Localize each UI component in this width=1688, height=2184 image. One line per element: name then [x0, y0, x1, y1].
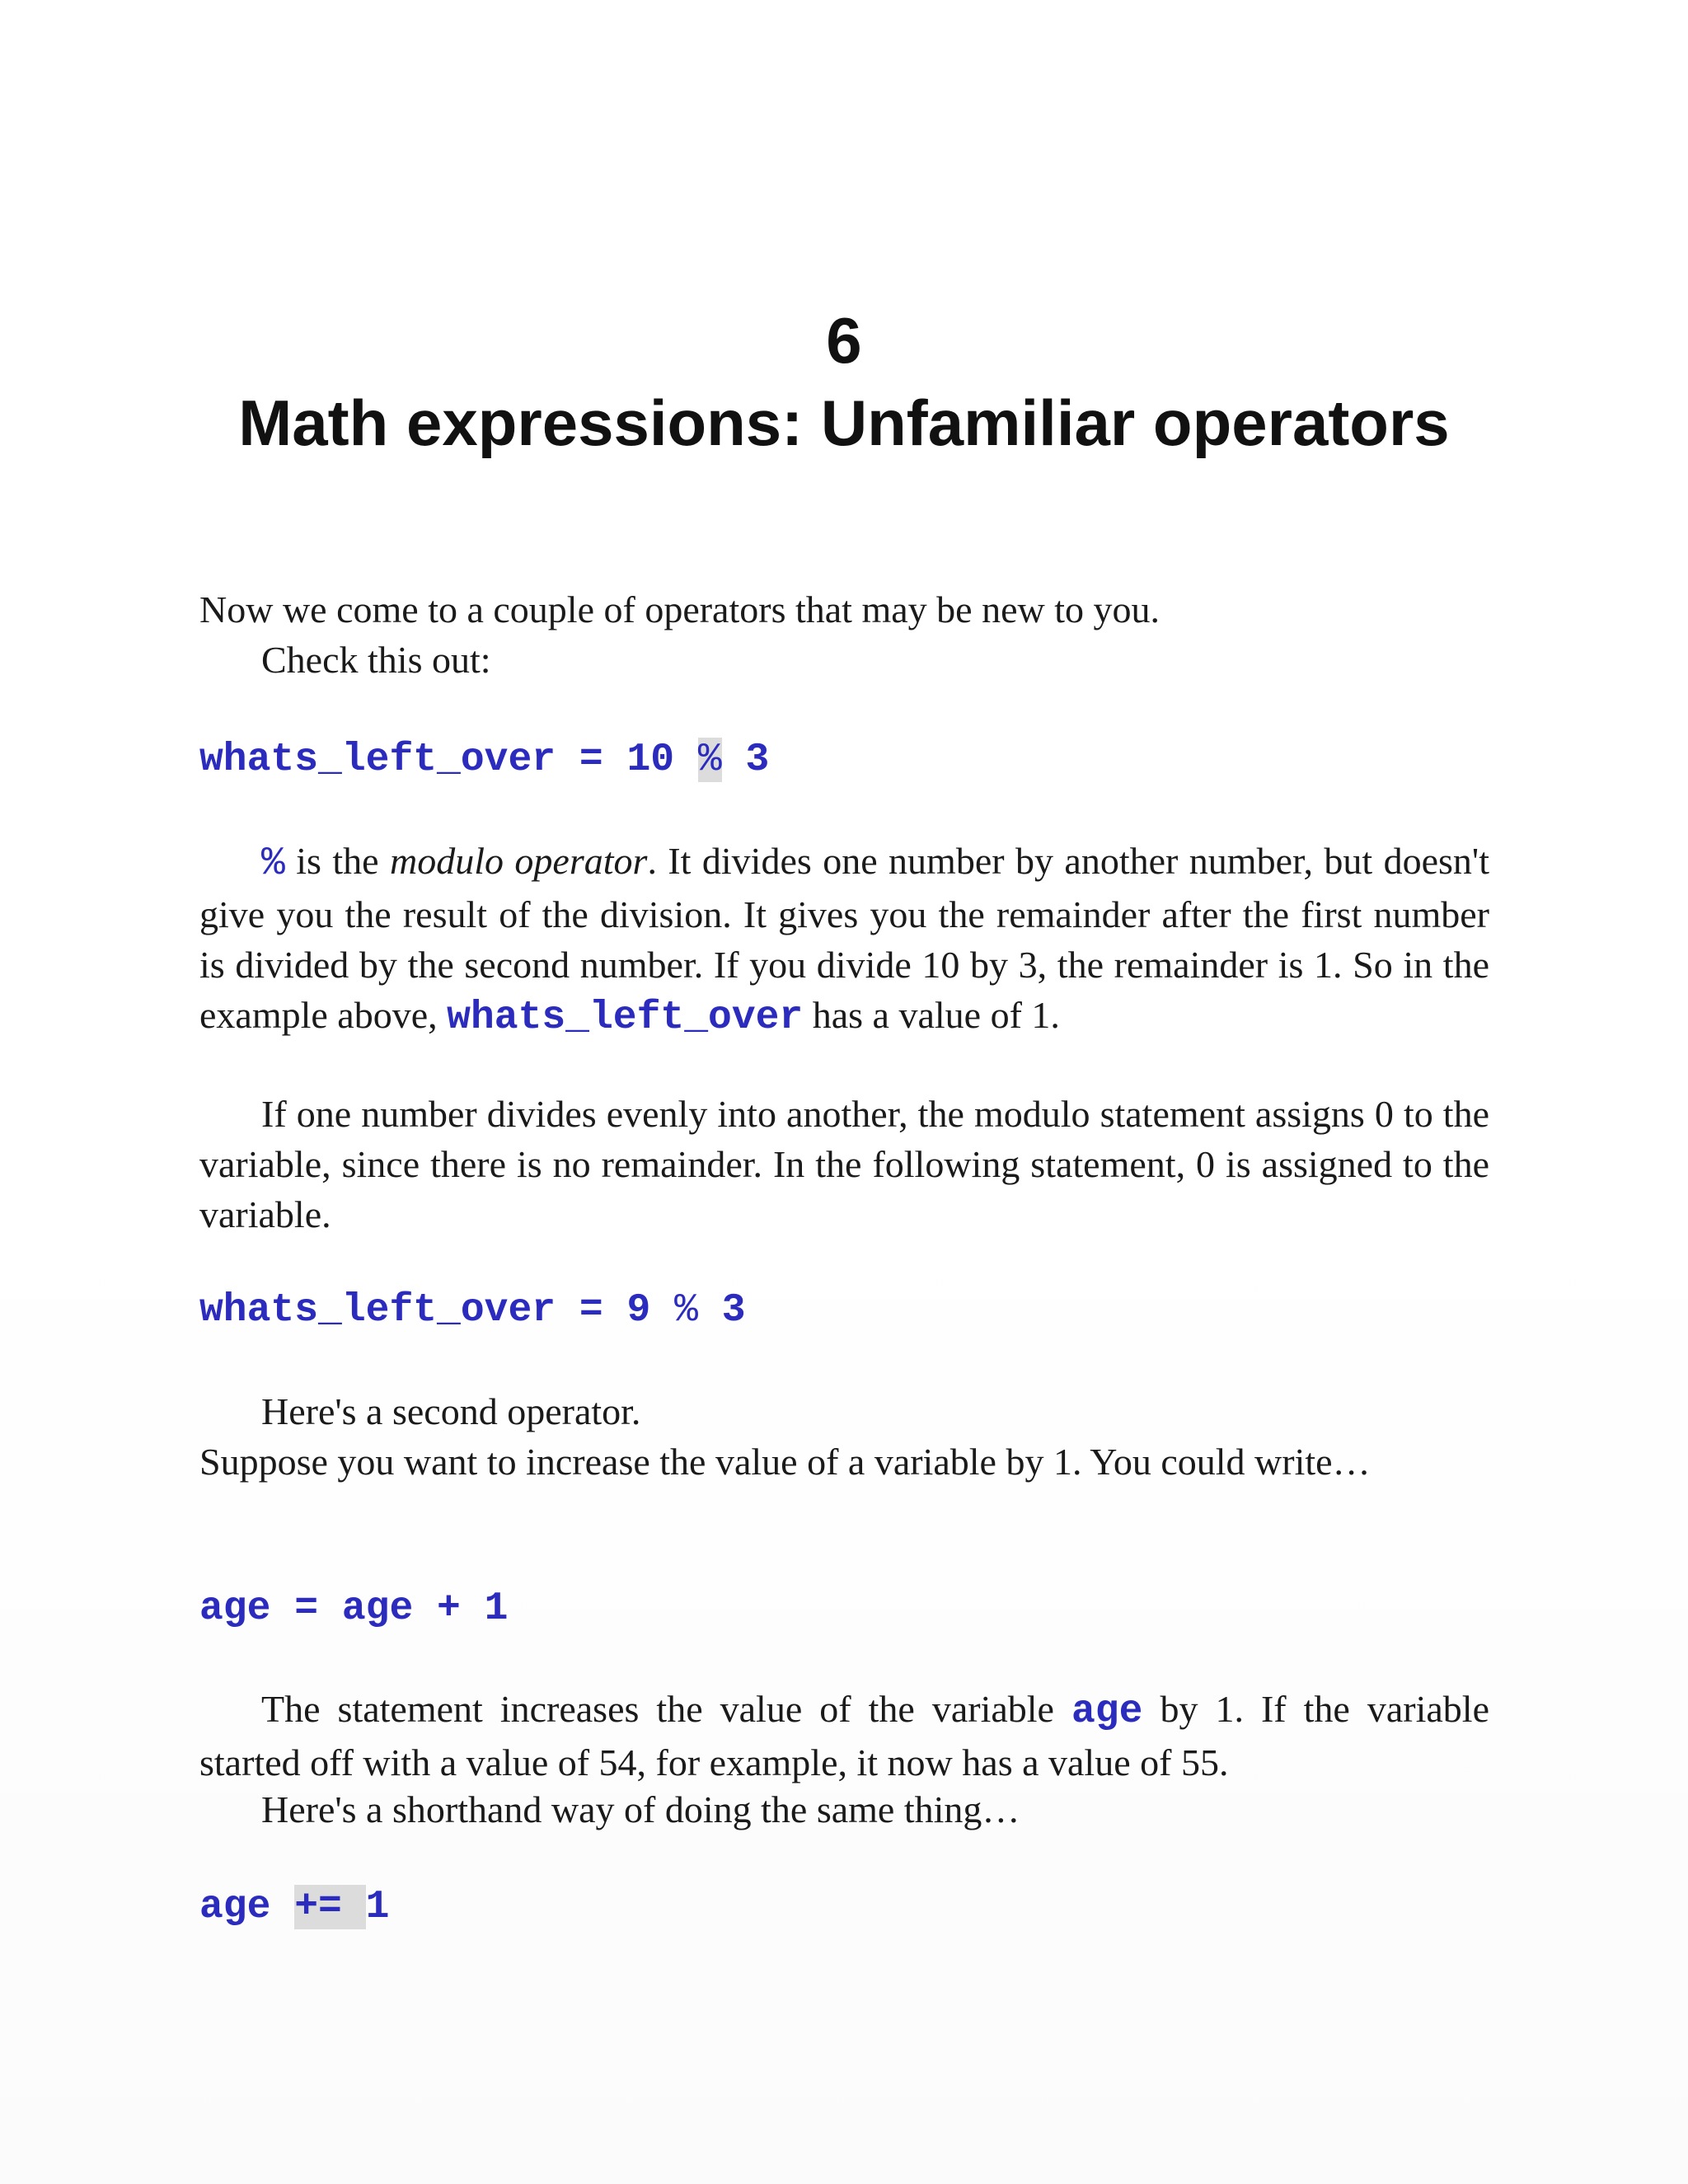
code-modulo-example-1: [199, 735, 769, 785]
code-increment-shorthand: [199, 1882, 389, 1932]
code4-rhs: 1: [365, 1885, 390, 1929]
code1-lhs: whats_left_over = 10: [199, 738, 698, 782]
code2-lhs: whats_left_over = 9: [199, 1288, 675, 1333]
shorthand-paragraph: Here's a shorthand way of doing the same thing…: [261, 1788, 1020, 1830]
code4-lhs: age: [199, 1885, 295, 1929]
code4-operator: +=: [294, 1885, 366, 1929]
code1-rhs: 3: [721, 738, 770, 782]
second-op-line-1: Here's a second operator.: [261, 1390, 641, 1432]
code-increment-long: age = age + 1: [199, 1586, 509, 1631]
modulo-text-b: . It divides one number by another number, but doesn't give you the result of the division. It gives you the remainder after the first number is divided by the second number. If you divide 10 by 3, the remainder is 1. So in the example above,: [199, 840, 1490, 1036]
modulo-text-a: is the: [284, 840, 390, 882]
code2-rhs: 3: [697, 1288, 746, 1333]
second-op-line-2: Suppose you want to increase the value of a variable by 1. You could write…: [199, 1441, 1371, 1483]
code2-operator: %: [674, 1288, 698, 1333]
intro-paragraph: [199, 584, 1489, 685]
code-modulo-example-2: [199, 1286, 746, 1335]
chapter-title: Math expressions: Unfamiliar operators: [238, 387, 1450, 459]
code1-operator: %: [697, 738, 722, 782]
increase-text-b: by 1. If the variable started off with a value of 54, for example, it now has a value of 55.: [199, 1688, 1489, 1783]
evenly-divides-paragraph: If one number divides evenly into another, the modulo statement assigns 0 to the variable, since there is no remainder. In the following statement, 0 is assigned to the variable.: [199, 1093, 1489, 1235]
modulo-symbol: %: [261, 841, 285, 886]
modulo-text-c: has a value of 1.: [803, 994, 1060, 1036]
increase-text-a: The statement increases the value of the variable: [261, 1688, 1071, 1730]
variable-whats-left-over: whats_left_over: [447, 996, 804, 1040]
chapter-number: 6: [826, 304, 862, 377]
second-operator-paragraph: [199, 1386, 1489, 1487]
intro-line-1: Now we come to a couple of operators that may be new to you.: [199, 588, 1160, 630]
modulo-term: modulo operator: [390, 840, 648, 882]
increase-paragraph: [199, 1684, 1489, 1788]
modulo-explanation-paragraph: [199, 836, 1489, 1043]
variable-age: age: [1071, 1690, 1143, 1734]
intro-line-2: Check this out:: [261, 639, 491, 681]
